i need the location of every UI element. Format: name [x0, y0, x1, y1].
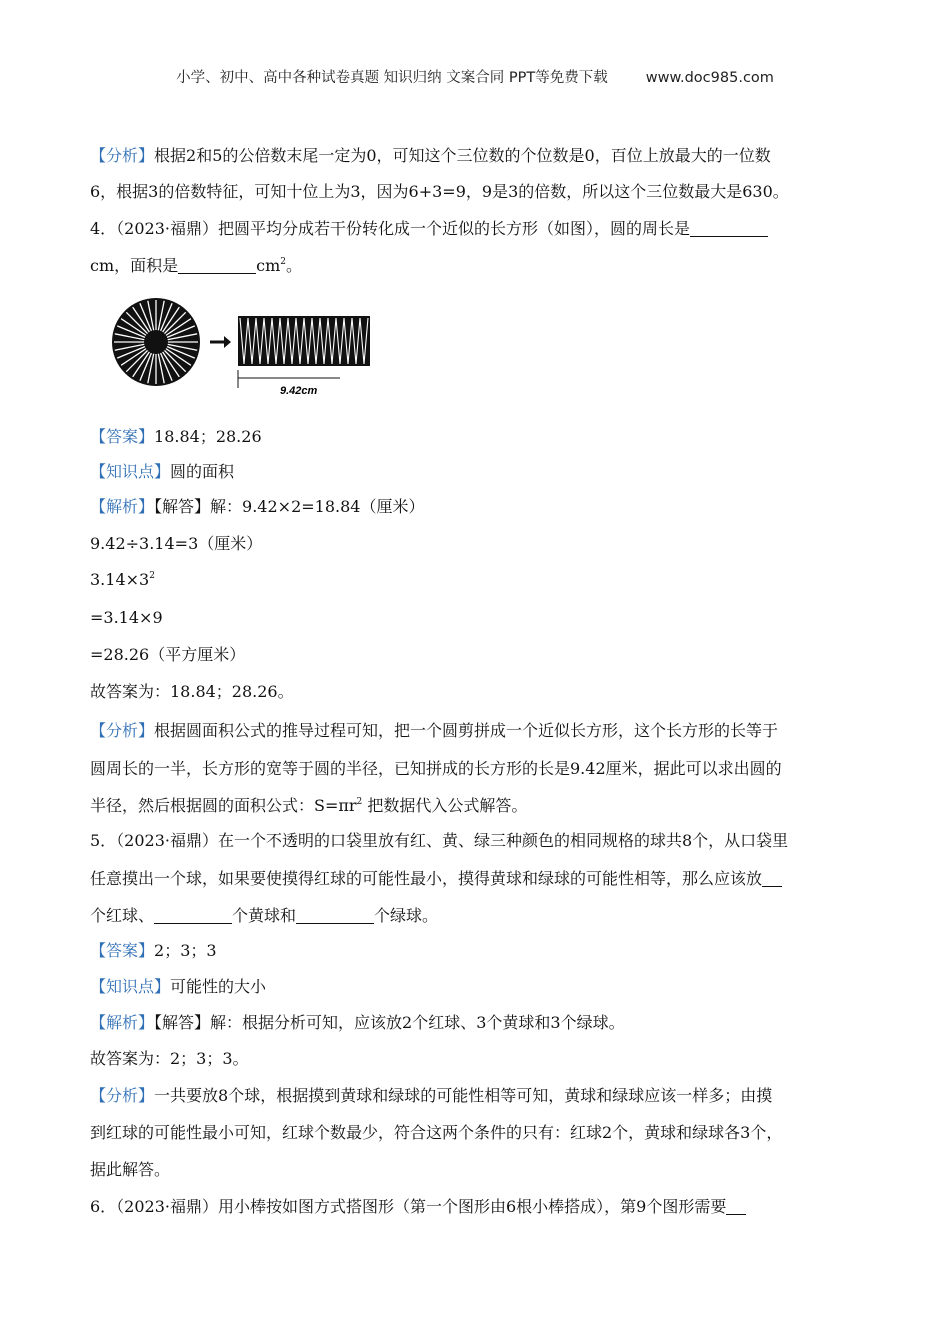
q4-stem-line1: 4．（2023·福鼎）把圆平均分成若干份转化成一个近似的长方形（如图），圆的周长是	[90, 218, 870, 240]
q5-analysis-line2: 到红球的可能性最小可知，红球个数最少，符合这两个条件的只有：红球2个，黄球和绿球各3个，	[90, 1123, 783, 1142]
q4-analysis-line2: 圆周长的一半，长方形的宽等于圆的半径，已知拼成的长方形的长是9.42厘米，据此可以求出圆的	[90, 759, 782, 778]
q4-calc-1: 9.42÷3.14=3（厘米）	[90, 534, 263, 553]
q4-knowledge: 【知识点】圆的面积	[90, 462, 235, 481]
q4-final: 故答案为：18.84；28.26。	[90, 682, 294, 701]
figure-length-label: 9.42cm	[280, 385, 318, 396]
answer-blank[interactable]	[154, 905, 232, 924]
q4-analysis-line3: 半径，然后根据圆的面积公式：$S=\pi r^2$ 把数据代入公式解答。	[90, 796, 528, 815]
arrow-right-icon	[210, 336, 231, 348]
q4-calc-4: =28.26（平方厘米）	[90, 645, 246, 664]
q5-analysis-line1: 【分析】一共要放8个球，根据摸到黄球和绿球的可能性相等可知，黄球和绿球应该一样多；由摸	[90, 1086, 773, 1105]
answer-blank[interactable]	[762, 868, 782, 887]
q6-stem-line1: 6．（2023·福鼎）用小棒按如图方式搭图形（第一个图形由6根小棒搭成），第9个图形需要	[90, 1196, 870, 1218]
q5-knowledge: 【知识点】可能性的大小	[90, 977, 267, 996]
answer-blank[interactable]	[178, 255, 256, 274]
q5-analysis-line3: 据此解答。	[90, 1160, 171, 1179]
answer-blank[interactable]	[296, 905, 374, 924]
answer-blank[interactable]	[726, 1196, 746, 1215]
q4-calc-3: =3.14×9	[90, 608, 163, 627]
page-header	[0, 66, 950, 87]
q4-calc-2: $3.14\times 3^2$	[90, 570, 155, 589]
circle-to-rectangle-figure	[110, 296, 380, 396]
q3-analysis-line1: 【分析】根据2和5的公倍数末尾一定为0，可知这个三位数的个位数是0，百位上放最大的一位数	[90, 146, 771, 165]
q5-final: 故答案为：2；3；3。	[90, 1049, 249, 1068]
figure-svg	[110, 296, 380, 396]
header-text: 小学、初中、高中各种试卷真题 知识归纳 文案合同 PPT等免费下载	[176, 70, 608, 86]
q4-answer: 【答案】18.84；28.26	[90, 427, 262, 446]
q3-analysis-line2: 6，根据3的倍数特征，可知十位上为3，因为6+3=9，9是3的倍数，所以这个三位数最大是630。	[90, 182, 789, 201]
q4-explain-line1: 【解析】【解答】解：9.42×2=18.84（厘米）	[90, 497, 425, 516]
q5-stem-line1: 5．（2023·福鼎）在一个不透明的口袋里放有红、黄、绿三种颜色的相同规格的球共8个，从口袋里	[90, 831, 789, 850]
q4-stem-line2: cm，面积是 $cm^2$。	[90, 256, 303, 275]
q5-answer: 【答案】2；3；3	[90, 941, 217, 960]
header-url[interactable]: www.doc985.com	[645, 70, 774, 86]
answer-blank[interactable]	[690, 218, 768, 237]
q5-explain-line1: 【解析】【解答】解：根据分析可知，应该放2个红球、3个黄球和3个绿球。	[90, 1013, 625, 1032]
q4-analysis-line1: 【分析】根据圆面积公式的推导过程可知，把一个圆剪拼成一个近似长方形，这个长方形的长等于	[90, 721, 779, 740]
q5-stem-line2: 任意摸出一个球，如果要使摸得红球的可能性最小，摸得黄球和绿球的可能性相等，那么应该放	[90, 868, 870, 890]
q5-stem-line3: 个红球、 个黄球和 个绿球。	[90, 906, 439, 925]
